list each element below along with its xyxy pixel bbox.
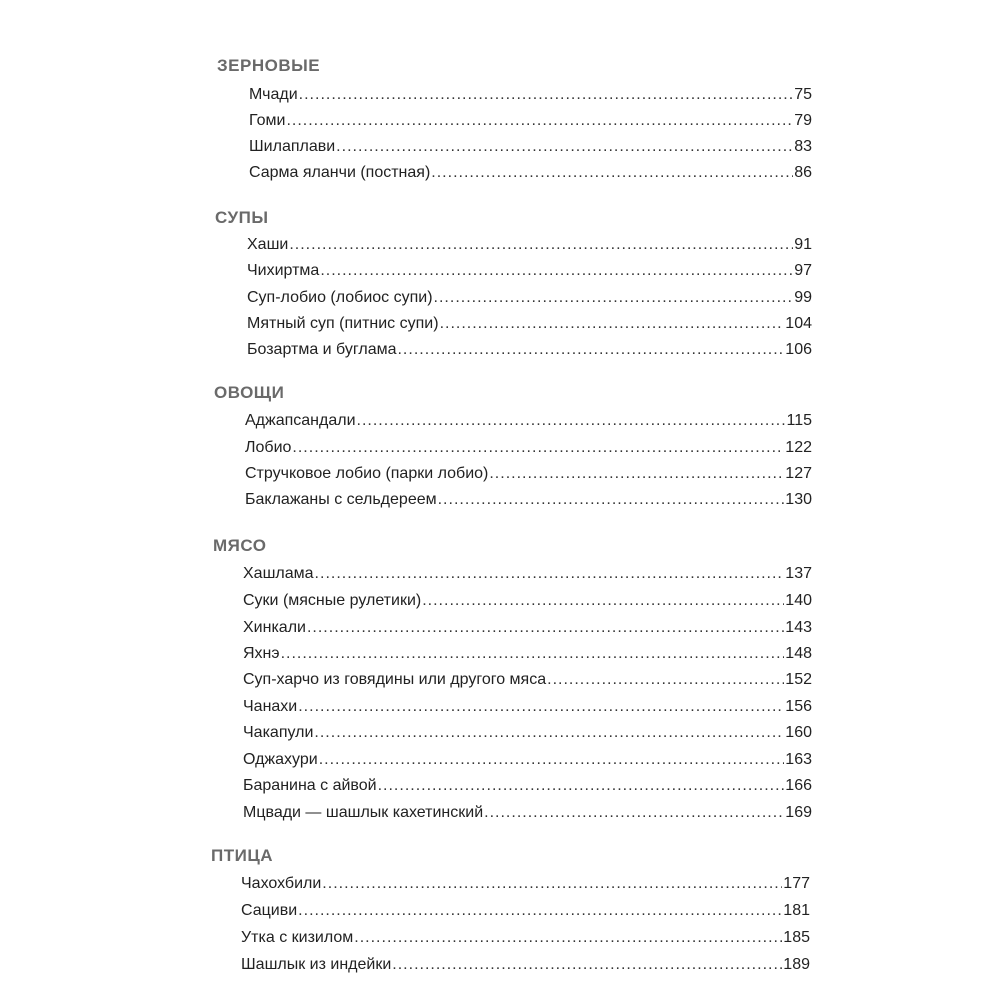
dot-leader bbox=[438, 491, 785, 509]
entry-page: 163 bbox=[785, 751, 812, 768]
entry-title: Бозартма и буглама bbox=[247, 341, 397, 358]
section-title-poultry: ПТИЦА bbox=[211, 846, 274, 865]
dot-leader bbox=[547, 671, 784, 689]
toc-entry bbox=[247, 341, 812, 365]
toc-entry bbox=[243, 751, 812, 775]
entry-page: 86 bbox=[794, 164, 812, 181]
entry-page: 91 bbox=[794, 236, 812, 253]
dot-leader bbox=[299, 86, 794, 104]
toc-entry bbox=[249, 112, 812, 136]
toc-entry bbox=[243, 565, 812, 589]
entry-page: 83 bbox=[794, 138, 812, 155]
toc-entry bbox=[243, 804, 812, 828]
toc-entry bbox=[243, 645, 812, 669]
toc-entry bbox=[247, 289, 812, 313]
entry-page: 185 bbox=[783, 929, 810, 946]
dot-leader bbox=[281, 645, 785, 663]
dot-leader bbox=[336, 138, 793, 156]
dot-leader bbox=[307, 619, 784, 637]
entry-title: Шашлык из индейки bbox=[241, 956, 392, 973]
dot-leader bbox=[319, 751, 785, 769]
dot-leader bbox=[484, 804, 784, 822]
entry-page: 169 bbox=[785, 804, 812, 821]
entry-title: Суп-харчо из говядины или другого мяса bbox=[243, 671, 547, 688]
entry-page: 97 bbox=[794, 262, 812, 279]
dot-leader bbox=[397, 341, 784, 359]
dot-leader bbox=[320, 262, 793, 280]
entry-page: 104 bbox=[785, 315, 812, 332]
toc-entry bbox=[243, 619, 812, 643]
entry-title: Сарма яланчи (постная) bbox=[249, 164, 431, 181]
dot-leader bbox=[322, 875, 782, 893]
entry-title: Суп-лобио (лобиос супи) bbox=[247, 289, 433, 306]
toc-entry bbox=[241, 929, 810, 953]
entry-title: Чанахи bbox=[243, 698, 298, 715]
dot-leader bbox=[357, 412, 786, 430]
dot-leader bbox=[378, 777, 785, 795]
entry-title: Мцвади — шашлык кахетинский bbox=[243, 804, 484, 821]
toc-entry bbox=[245, 491, 812, 515]
entry-page: 115 bbox=[786, 412, 812, 429]
entry-page: 160 bbox=[785, 724, 812, 741]
dot-leader bbox=[292, 439, 784, 457]
entry-page: 156 bbox=[785, 698, 812, 715]
entry-title: Гоми bbox=[249, 112, 286, 129]
entry-page: 122 bbox=[785, 439, 812, 456]
toc-entry bbox=[249, 164, 812, 188]
dot-leader bbox=[286, 112, 793, 130]
entry-page: 189 bbox=[783, 956, 810, 973]
section-title-grains: ЗЕРНОВЫЕ bbox=[217, 56, 321, 75]
dot-leader bbox=[431, 164, 793, 182]
entry-title: Стручковое лобио (парки лобио) bbox=[245, 465, 489, 482]
dot-leader bbox=[489, 465, 784, 483]
toc-entry bbox=[247, 315, 812, 339]
toc-entry bbox=[243, 592, 812, 616]
entry-page: 130 bbox=[785, 491, 812, 508]
dot-leader bbox=[298, 902, 782, 920]
entry-title: Хинкали bbox=[243, 619, 306, 636]
toc-entry bbox=[241, 956, 810, 980]
entry-page: 140 bbox=[785, 592, 812, 609]
entry-title: Мчади bbox=[249, 86, 298, 103]
entry-title: Чахохбили bbox=[241, 875, 322, 892]
toc-entry bbox=[247, 236, 812, 260]
section-title-meat: МЯСО bbox=[213, 536, 267, 555]
entry-title: Суки (мясные рулетики) bbox=[243, 592, 422, 609]
section-title-soups: СУПЫ bbox=[215, 208, 269, 227]
toc-entry bbox=[243, 724, 812, 748]
entry-page: 143 bbox=[785, 619, 812, 636]
dot-leader bbox=[315, 565, 785, 583]
section-title-vegetables: ОВОЩИ bbox=[214, 383, 285, 402]
toc-entry bbox=[243, 671, 812, 695]
entry-title: Оджахури bbox=[243, 751, 318, 768]
toc-entry bbox=[249, 138, 812, 162]
toc-entry bbox=[247, 262, 812, 286]
entry-page: 181 bbox=[783, 902, 810, 919]
dot-leader bbox=[434, 289, 794, 307]
dot-leader bbox=[392, 956, 782, 974]
dot-leader bbox=[422, 592, 784, 610]
entry-title: Лобио bbox=[245, 439, 292, 456]
entry-title: Яхнэ bbox=[243, 645, 280, 662]
entry-title: Хашлама bbox=[243, 565, 314, 582]
toc-entry bbox=[245, 465, 812, 489]
entry-page: 177 bbox=[783, 875, 810, 892]
entry-title: Сациви bbox=[241, 902, 298, 919]
entry-page: 127 bbox=[785, 465, 812, 482]
entry-title: Мятный суп (питнис супи) bbox=[247, 315, 439, 332]
dot-leader bbox=[354, 929, 782, 947]
toc-entry bbox=[245, 439, 812, 463]
entry-page: 152 bbox=[785, 671, 812, 688]
entry-page: 106 bbox=[785, 341, 812, 358]
toc-entry bbox=[245, 412, 812, 436]
entry-title: Чихиртма bbox=[247, 262, 320, 279]
dot-leader bbox=[289, 236, 793, 254]
entry-title: Чакапули bbox=[243, 724, 314, 741]
toc-entry bbox=[243, 777, 812, 801]
entry-page: 79 bbox=[794, 112, 812, 129]
entry-page: 148 bbox=[785, 645, 812, 662]
toc-entry bbox=[241, 902, 810, 926]
entry-page: 99 bbox=[794, 289, 812, 306]
entry-title: Баранина с айвой bbox=[243, 777, 377, 794]
entry-title: Утка с кизилом bbox=[241, 929, 354, 946]
dot-leader bbox=[314, 724, 784, 742]
entry-page: 166 bbox=[785, 777, 812, 794]
entry-title: Хаши bbox=[247, 236, 289, 253]
dot-leader bbox=[298, 698, 784, 716]
entry-page: 137 bbox=[785, 565, 812, 582]
entry-title: Баклажаны с сельдереем bbox=[245, 491, 437, 508]
toc-entry bbox=[241, 875, 810, 899]
dot-leader bbox=[440, 315, 785, 333]
entry-title: Аджапсандали bbox=[245, 412, 356, 429]
entry-page: 75 bbox=[794, 86, 812, 103]
toc-entry bbox=[249, 86, 812, 110]
entry-title: Шилаплави bbox=[249, 138, 336, 155]
toc-entry bbox=[243, 698, 812, 722]
